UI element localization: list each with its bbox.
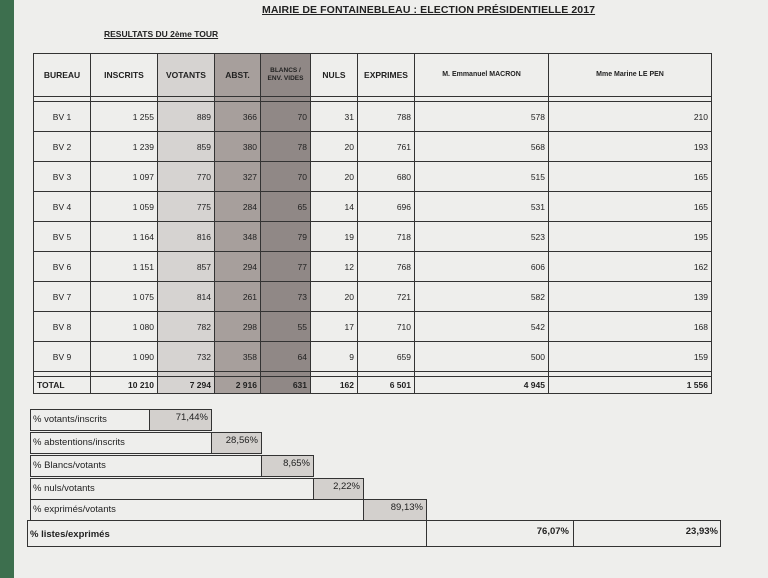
rate-value-cell	[363, 500, 426, 520]
bureau-cell: BV 7	[34, 282, 91, 312]
table-cell: 9	[311, 342, 358, 372]
table-header-row	[34, 54, 712, 97]
rate-label: % Blancs/votants	[33, 460, 106, 471]
table-cell: 70	[261, 102, 311, 132]
table-cell: 64	[261, 342, 311, 372]
table-cell: 606	[415, 252, 549, 282]
table-row	[34, 252, 712, 282]
column-header: M. Emmanuel MACRON	[415, 54, 549, 97]
table-cell: 2 916	[215, 377, 261, 394]
table-row	[34, 192, 712, 222]
rate-label: % exprimés/votants	[33, 504, 116, 515]
table-cell: 768	[358, 252, 415, 282]
table-row	[34, 102, 712, 132]
table-cell: 31	[311, 102, 358, 132]
table-row	[34, 222, 712, 252]
bureau-cell: BV 1	[34, 102, 91, 132]
table-cell: 1 090	[91, 342, 158, 372]
table-cell: 20	[311, 282, 358, 312]
table-cell: 1 059	[91, 192, 158, 222]
bureau-cell: BV 3	[34, 162, 91, 192]
table-cell: 19	[311, 222, 358, 252]
table-cell: 523	[415, 222, 549, 252]
table-cell: 732	[158, 342, 215, 372]
table-cell: 139	[549, 282, 712, 312]
column-header: BUREAU	[34, 54, 91, 97]
table-cell: 70	[261, 162, 311, 192]
final-row	[27, 520, 721, 547]
column-header: ABST.	[215, 54, 261, 97]
table-cell: 193	[549, 132, 712, 162]
rate-row	[30, 432, 262, 454]
table-cell: 366	[215, 102, 261, 132]
table-row	[34, 162, 712, 192]
table-cell: 889	[158, 102, 215, 132]
table-cell: 531	[415, 192, 549, 222]
page-title: MAIRIE DE FONTAINEBLEAU : ELECTION PRÉSIDENTIELLE 2017	[262, 4, 596, 16]
rate-value: 8,65%	[283, 458, 310, 469]
table-cell: 12	[311, 252, 358, 282]
table-cell: 78	[261, 132, 311, 162]
table-cell: 857	[158, 252, 215, 282]
table-row	[34, 132, 712, 162]
page-subtitle: RESULTATS DU 2ème TOUR	[104, 29, 219, 39]
rate-label: % votants/inscrits	[33, 414, 107, 425]
bureau-cell: TOTAL	[34, 377, 91, 394]
table-cell: 168	[549, 312, 712, 342]
table-cell: 165	[549, 162, 712, 192]
table-cell: 859	[158, 132, 215, 162]
table-cell: 1 255	[91, 102, 158, 132]
table-cell: 721	[358, 282, 415, 312]
bureau-cell: BV 2	[34, 132, 91, 162]
table-cell: 1 075	[91, 282, 158, 312]
table-cell: 162	[549, 252, 712, 282]
column-header: BLANCS / ENV. VIDES	[261, 54, 311, 97]
rate-value: 2,22%	[333, 481, 360, 492]
table-cell: 761	[358, 132, 415, 162]
table-cell: 568	[415, 132, 549, 162]
table-cell: 814	[158, 282, 215, 312]
rate-value: 71,44%	[175, 412, 208, 423]
rate-value-cell	[149, 410, 211, 430]
rate-value-cell	[211, 433, 261, 453]
table-cell: 515	[415, 162, 549, 192]
table-cell: 210	[549, 102, 712, 132]
total-row	[34, 377, 712, 394]
table-cell: 1 097	[91, 162, 158, 192]
table-cell: 77	[261, 252, 311, 282]
table-cell: 79	[261, 222, 311, 252]
table-row	[34, 312, 712, 342]
bureau-cell: BV 4	[34, 192, 91, 222]
table-cell: 195	[549, 222, 712, 252]
column-header: INSCRITS	[91, 54, 158, 97]
table-cell: 10 210	[91, 377, 158, 394]
table-cell: 298	[215, 312, 261, 342]
table-cell: 775	[158, 192, 215, 222]
table-cell: 1 556	[549, 377, 712, 394]
results-table	[33, 53, 712, 394]
table-cell: 14	[311, 192, 358, 222]
table-cell: 659	[358, 342, 415, 372]
table-cell: 284	[215, 192, 261, 222]
table-cell: 17	[311, 312, 358, 342]
rate-label: % nuls/votants	[33, 483, 95, 494]
table-cell: 500	[415, 342, 549, 372]
table-cell: 358	[215, 342, 261, 372]
table-cell: 696	[358, 192, 415, 222]
column-header: EXPRIMES	[358, 54, 415, 97]
table-cell: 718	[358, 222, 415, 252]
table-cell: 1 239	[91, 132, 158, 162]
bureau-cell: BV 5	[34, 222, 91, 252]
table-row	[34, 342, 712, 372]
table-cell: 4 945	[415, 377, 549, 394]
table-row	[34, 282, 712, 312]
table-cell: 816	[158, 222, 215, 252]
final-label: % listes/exprimés	[30, 529, 110, 540]
column-header: VOTANTS	[158, 54, 215, 97]
macron-percent-cell	[426, 521, 572, 546]
table-cell: 55	[261, 312, 311, 342]
table-cell: 7 294	[158, 377, 215, 394]
column-header: Mme Marine LE PEN	[549, 54, 712, 97]
table-cell: 162	[311, 377, 358, 394]
table-cell: 73	[261, 282, 311, 312]
table-cell: 20	[311, 162, 358, 192]
table-cell: 542	[415, 312, 549, 342]
table-cell: 294	[215, 252, 261, 282]
table-cell: 327	[215, 162, 261, 192]
rate-label: % abstentions/inscrits	[33, 437, 125, 448]
table-cell: 165	[549, 192, 712, 222]
table-cell: 770	[158, 162, 215, 192]
table-cell: 380	[215, 132, 261, 162]
rate-row	[30, 455, 314, 477]
table-cell: 680	[358, 162, 415, 192]
column-header: NULS	[311, 54, 358, 97]
rate-row	[30, 478, 364, 500]
table-cell: 1 151	[91, 252, 158, 282]
table-cell: 65	[261, 192, 311, 222]
table-cell: 788	[358, 102, 415, 132]
table-cell: 20	[311, 132, 358, 162]
rate-row	[30, 499, 427, 521]
table-cell: 159	[549, 342, 712, 372]
lepen-percent: 23,93%	[685, 526, 718, 537]
table-cell: 582	[415, 282, 549, 312]
rate-value-cell	[313, 479, 363, 499]
table-cell: 261	[215, 282, 261, 312]
lepen-percent-cell	[573, 521, 721, 546]
table-cell: 1 164	[91, 222, 158, 252]
table-cell: 1 080	[91, 312, 158, 342]
macron-percent: 76,07%	[536, 526, 569, 537]
rate-row	[30, 409, 212, 431]
table-cell: 6 501	[358, 377, 415, 394]
table-cell: 710	[358, 312, 415, 342]
table-cell: 578	[415, 102, 549, 132]
rate-value: 89,13%	[390, 502, 423, 513]
rate-value-cell	[261, 456, 313, 476]
table-cell: 782	[158, 312, 215, 342]
bureau-cell: BV 8	[34, 312, 91, 342]
rate-value: 28,56%	[225, 435, 258, 446]
bureau-cell: BV 9	[34, 342, 91, 372]
table-cell: 631	[261, 377, 311, 394]
bureau-cell: BV 6	[34, 252, 91, 282]
table-cell: 348	[215, 222, 261, 252]
